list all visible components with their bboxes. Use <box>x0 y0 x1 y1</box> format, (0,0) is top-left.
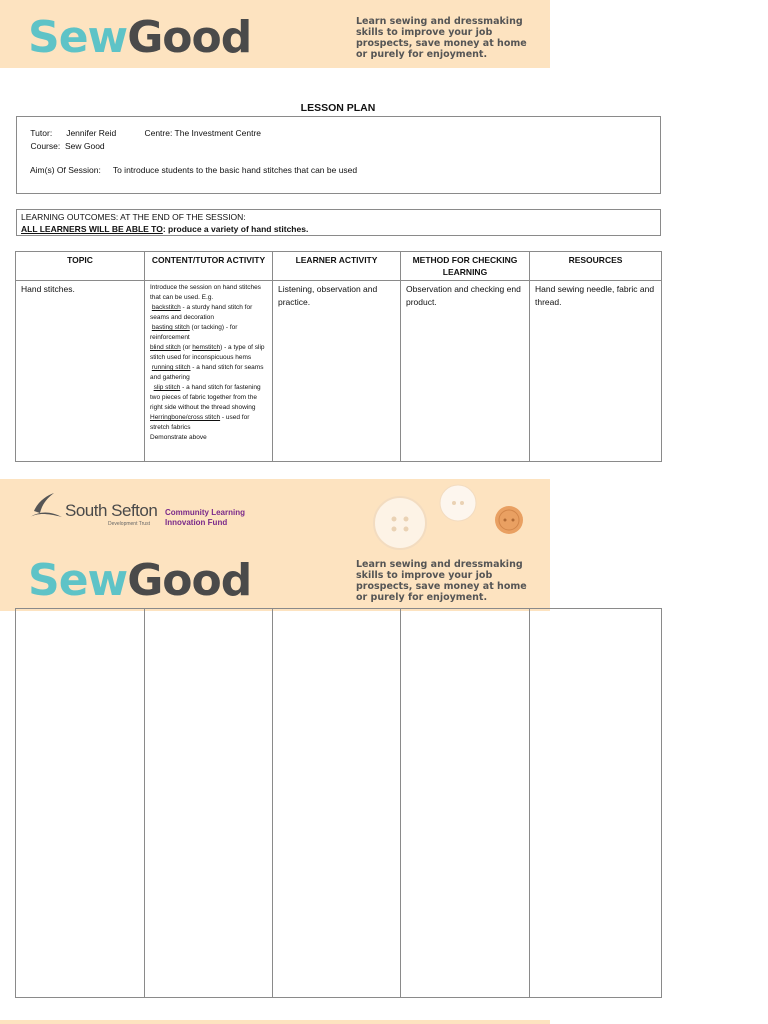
lesson-plan-table <box>15 251 662 462</box>
logo-sew-2: Sew <box>28 555 128 606</box>
trust-subtitle: Development Trust <box>108 521 150 527</box>
method-cell: Observation and checking end product. <box>401 281 530 462</box>
sewgood-logo-2 <box>28 555 252 606</box>
table-row <box>16 281 662 462</box>
aims-label: Aim(s) Of Session: <box>29 165 101 175</box>
aims-value: To introduce students to the basic hand stitches that can be used <box>112 165 358 175</box>
outcomes-prefix: ALL LEARNERS WILL BE ABLE TO <box>21 224 163 234</box>
header-content: CONTENT/TUTOR ACTIVITY <box>145 252 273 281</box>
blank-cell <box>16 609 145 998</box>
content-running: running stitch - a hand stitch for seams and gathering <box>150 364 264 381</box>
bottom-banner-strip <box>0 1020 550 1024</box>
outcomes-heading: LEARNING OUTCOMES: AT THE END OF THE SESSION: <box>21 212 246 222</box>
learning-outcomes-box <box>16 209 661 236</box>
tutor-label: Tutor: <box>30 128 53 138</box>
header-resources: RESOURCES <box>530 252 662 281</box>
tagline: Learn sewing and dressmaking skills to improve your job prospects, save money at home or purely for enjoyment. <box>356 16 527 60</box>
session-info-box <box>16 116 661 194</box>
header-topic: TOPIC <box>16 252 145 281</box>
resources-cell: Hand sewing needle, fabric and thread. <box>530 281 662 462</box>
buttons-decoration-icon <box>370 481 540 551</box>
header-method: METHOD FOR CHECKING LEARNING <box>401 252 530 281</box>
header-learner-activity: LEARNER ACTIVITY <box>273 252 401 281</box>
content-blind: blind stitch (or hemstitch) - a type of slip stitch used for inconspicuous hems <box>150 344 265 361</box>
logo-good-2: Good <box>127 555 252 606</box>
learner-activity-cell: Listening, observation and practice. <box>273 281 401 462</box>
centre-line <box>135 118 261 148</box>
top-banner <box>0 0 550 68</box>
logo-sew: Sew <box>28 12 128 63</box>
course-value: Sew Good <box>64 141 105 151</box>
table-row <box>16 609 662 998</box>
content-herringbone: Herringbone/cross stitch - used for stretch fabrics <box>150 414 250 431</box>
aims-line <box>21 155 357 185</box>
blank-cell <box>273 609 401 998</box>
content-cell <box>145 281 273 462</box>
tutor-value: Jennifer Reid <box>66 128 117 138</box>
outcomes-statement <box>21 223 656 235</box>
content-demo: Demonstrate above <box>150 434 207 441</box>
blank-cell <box>145 609 273 998</box>
blank-cell <box>530 609 662 998</box>
centre-value: The Investment Centre <box>174 128 262 138</box>
blank-cell <box>401 609 530 998</box>
content-basting: basting stitch (or tacking) - for reinforcement <box>150 324 238 341</box>
sewgood-logo <box>28 12 252 63</box>
trust-name: South Sefton <box>65 501 158 520</box>
course-label: Course: <box>30 141 61 151</box>
second-banner <box>0 479 550 611</box>
centre-label: Centre: <box>144 128 173 138</box>
logo-good: Good <box>127 12 252 63</box>
blank-plan-table <box>15 608 662 998</box>
content-slip: slip stitch - a hand stitch for fastening two pieces of fabric together from the right side without the thread showing <box>150 384 261 411</box>
south-sefton-swoosh-icon <box>28 491 64 523</box>
content-intro: Introduce the session on hand stitches that can be used. E.g. <box>150 284 261 301</box>
topic-cell: Hand stitches. <box>16 281 145 462</box>
table-header-row <box>16 252 662 281</box>
tagline-2: Learn sewing and dressmaking skills to improve your job prospects, save money at home or purely for enjoyment. <box>356 559 527 603</box>
page-title: LESSON PLAN <box>300 102 376 114</box>
fund-name: Community Learning Innovation Fund <box>165 508 246 527</box>
outcomes-rest: : produce a variety of hand stitches. <box>162 224 309 234</box>
content-backstitch: backstitch - a sturdy hand stitch for seams and decoration <box>150 304 253 321</box>
